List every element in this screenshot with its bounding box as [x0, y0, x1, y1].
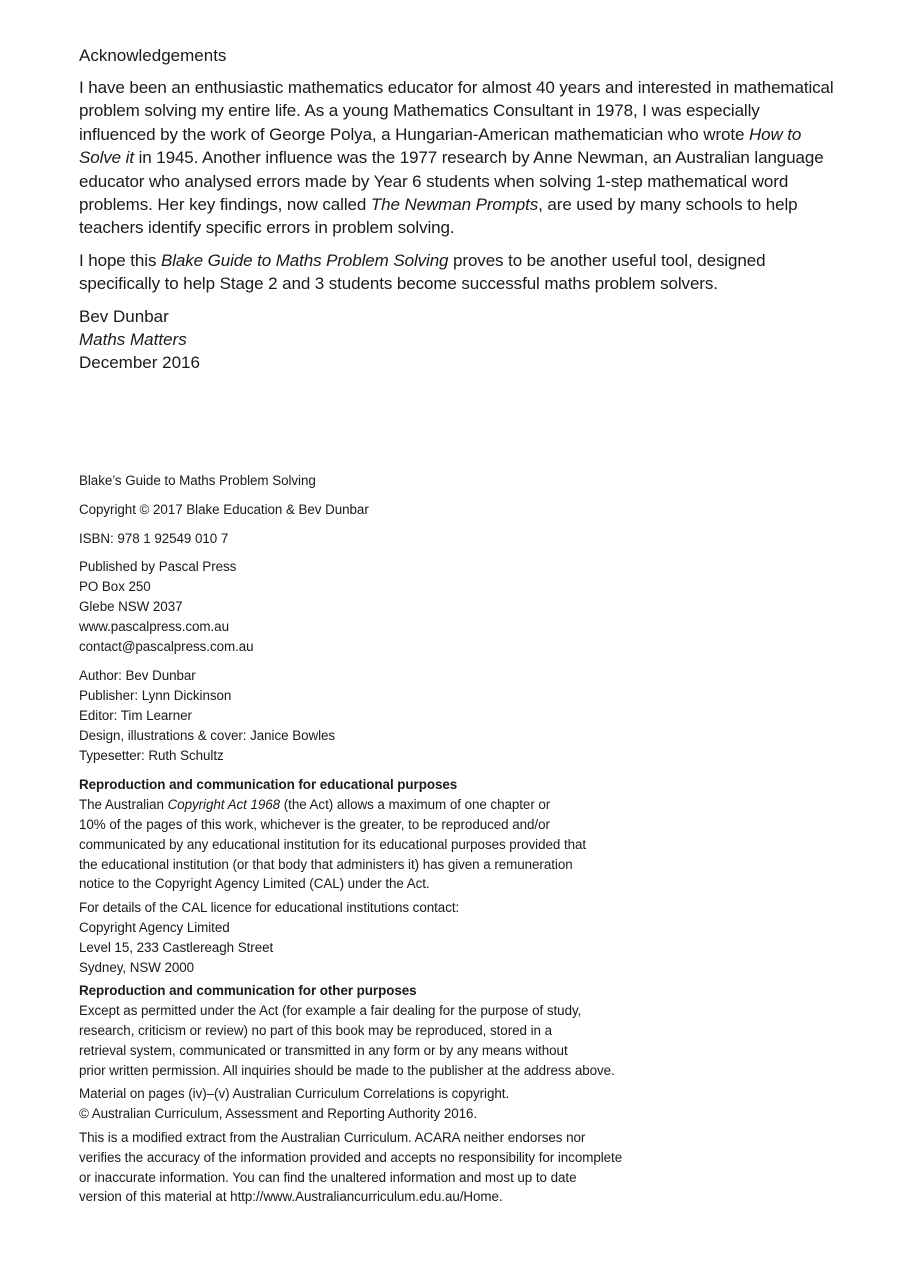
educational-line: communicated by any educational institution for its educational purposes provided that: [79, 836, 587, 852]
text-run: proves to be another useful tool, designed specifically to help Stage 2 and 3 students become successful maths problem solvers.: [79, 250, 766, 294]
cal-line: Sydney, NSW 2000: [79, 959, 195, 975]
extract-line: This is a modified extract from the Australian Curriculum. ACARA neither endorses nor: [79, 1129, 586, 1145]
signature-name: Bev Dunbar: [79, 306, 169, 326]
cal-contact-block: [79, 898, 839, 977]
other-purposes-block: [79, 981, 839, 1080]
newman-prompts-title: The Newman Prompts: [370, 195, 539, 215]
educational-line: 10% of the pages of this work, whichever is the greater, to be reproduced and/or: [79, 816, 550, 832]
publisher-line: Published by Pascal Press: [79, 559, 237, 575]
acknowledgements-heading: Acknowledgements: [79, 46, 227, 65]
text-run: (the Act) allows a maximum of one chapter or: [280, 797, 551, 813]
signature-date: December 2016: [79, 352, 200, 372]
guide-title: Blake Guide to Maths Problem Solving: [160, 250, 449, 270]
acknowledgements-paragraph-1: [79, 76, 839, 240]
material-copyright-block: [79, 1084, 839, 1124]
other-line: retrieval system, communicated or transmitted in any form or by any means without: [79, 1042, 568, 1058]
text-run: The Australian: [79, 797, 168, 813]
other-line: Except as permitted under the Act (for example a fair dealing for the purpose of study,: [79, 1003, 582, 1019]
credit-line: Author: Bev Dunbar: [79, 668, 196, 684]
publisher-line: Glebe NSW 2037: [79, 598, 183, 614]
cal-line: Level 15, 233 Castlereagh Street: [79, 939, 274, 955]
other-line: prior written permission. All inquiries should be made to the publisher at the address above.: [79, 1062, 615, 1078]
text-run: , are used by many schools to help teachers identify specific errors in problem solving.: [79, 195, 798, 238]
acknowledgements-paragraph-2: [79, 249, 839, 296]
text-run: I hope this: [79, 250, 161, 270]
imprint-copyright: Copyright © 2017 Blake Education & Bev Dunbar: [79, 501, 369, 517]
credit-line: Publisher: Lynn Dickinson: [79, 688, 232, 704]
extract-line: verifies the accuracy of the information provided and accepts no responsibility for incomplete: [79, 1149, 623, 1165]
extract-line: or inaccurate information. You can find the unaltered information and most up to date: [79, 1169, 577, 1185]
credit-line: Editor: Tim Learner: [79, 707, 192, 723]
extract-line: version of this material at http://www.Australiancurriculum.edu.au/Home.: [79, 1189, 503, 1205]
educational-line: the educational institution (or that body that administers it) has given a remuneration: [79, 856, 573, 872]
educational-line: [79, 795, 839, 815]
imprint-isbn: ISBN: 978 1 92549 010 7: [79, 530, 229, 546]
imprint-section: [79, 471, 839, 1211]
educational-purposes-heading: Reproduction and communication for educational purposes: [79, 777, 458, 793]
credit-line: Design, illustrations & cover: Janice Bowles: [79, 727, 336, 743]
credits-block: [79, 666, 839, 765]
text-run: in 1945. Another influence was the 1977 research by Anne Newman, an Australian language educator who analysed errors made by Year 6 students when solving 1-step mathematical word problems. Her key findings, now called: [79, 148, 824, 215]
publisher-website: www.pascalpress.com.au: [79, 618, 229, 634]
other-line: research, criticism or review) no part of this book may be reproduced, stored in a: [79, 1022, 552, 1038]
cal-line: For details of the CAL licence for educational institutions contact:: [79, 900, 460, 916]
educational-line: notice to the Copyright Agency Limited (CAL) under the Act.: [79, 876, 430, 892]
acknowledgements-section: [79, 44, 839, 374]
imprint-book-title: Blake’s Guide to Maths Problem Solving: [79, 473, 316, 488]
signature-organisation: [79, 328, 839, 351]
material-line: Material on pages (iv)–(v) Australian Curriculum Correlations is copyright.: [79, 1086, 510, 1102]
extract-notice-block: [79, 1128, 839, 1207]
organisation-name: Maths Matters: [79, 329, 187, 349]
text-run: I have been an enthusiastic mathematics educator for almost 40 years and interested in mathematical problem solving my entire life. As a young Mathematics Consultant in 1978, I was especially influenced by the work of George Polya, a Hungarian-American mathematician who wrote: [79, 78, 834, 144]
material-line: © Australian Curriculum, Assessment and Reporting Authority 2016.: [79, 1106, 478, 1122]
book-title-polya: How to Solve it: [79, 124, 802, 168]
other-purposes-heading: Reproduction and communication for other purposes: [79, 983, 417, 999]
cal-line: Copyright Agency Limited: [79, 919, 230, 935]
educational-purposes-block: [79, 775, 839, 894]
publisher-email: contact@pascalpress.com.au: [79, 638, 254, 654]
copyright-act-title: Copyright Act 1968: [167, 797, 281, 813]
credit-line: Typesetter: Ruth Schultz: [79, 747, 224, 763]
publisher-block: [79, 557, 839, 656]
publisher-line: PO Box 250: [79, 579, 151, 595]
